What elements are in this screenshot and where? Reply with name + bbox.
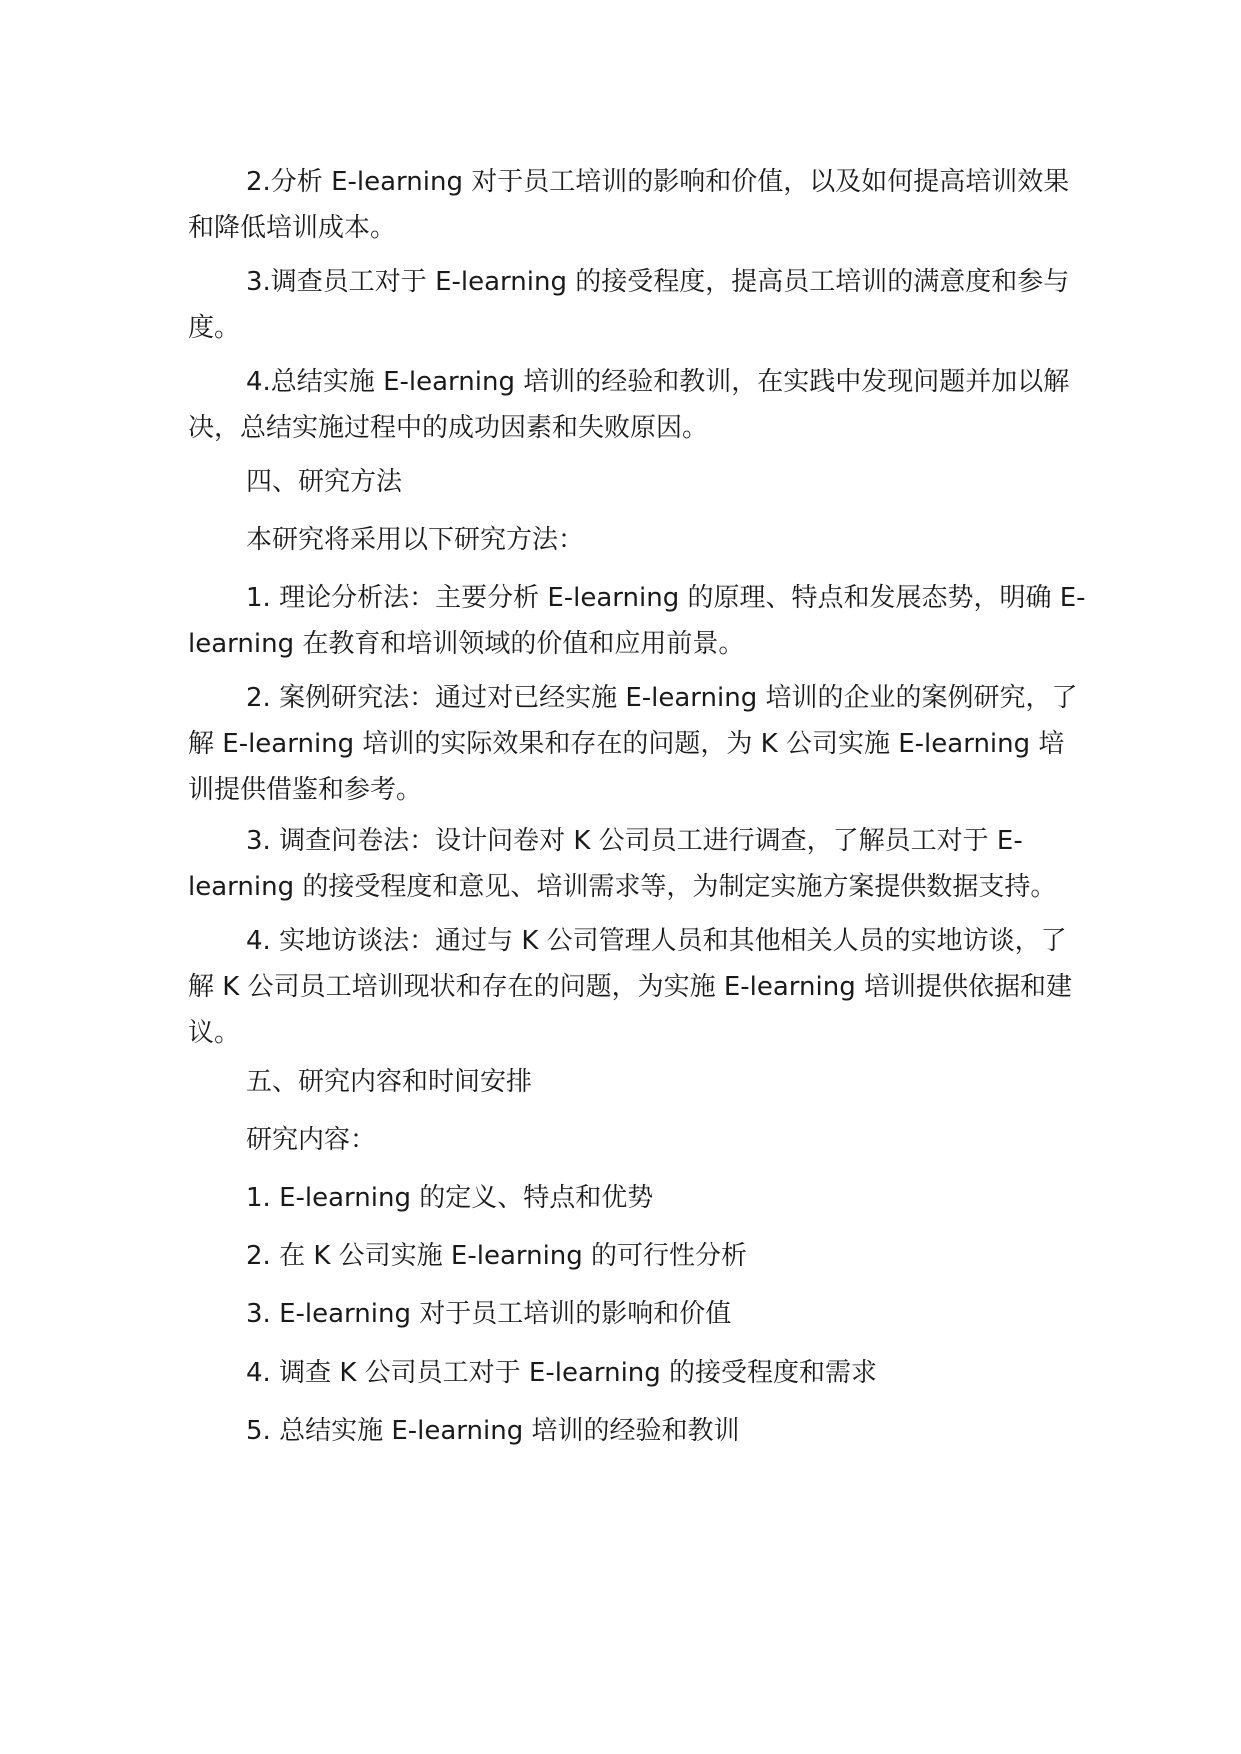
paragraph-method-1: 1. 理论分析法：主要分析 E-learning 的原理、特点和发展态势，明确 E-learning 在教育和培训领域的价值和应用前景。	[188, 583, 1086, 659]
section-heading-research-methods: 四、研究方法	[246, 467, 403, 497]
paragraph-goal-3: 3.调查员工对于 E-learning 的接受程度，提高员工培训的满意度和参与度。	[188, 267, 1070, 343]
paragraph-method-3: 3. 调查问卷法：设计问卷对 K 公司员工进行调查，了解员工对于 E-learning 的接受程度和意见、培训需求等，为制定实施方案提供数据支持。	[188, 826, 1057, 902]
paragraph-goal-4: 4.总结实施 E-learning 培训的经验和教训，在实践中发现问题并加以解决，总结实施过程中的成功因素和失败原因。	[188, 367, 1070, 443]
paragraph-methods-intro: 本研究将采用以下研究方法：	[246, 525, 585, 555]
list-item-content-4: 4. 调查 K 公司员工对于 E-learning 的接受程度和需求	[246, 1358, 878, 1388]
paragraph-content-intro: 研究内容：	[246, 1125, 377, 1155]
list-item-content-5: 5. 总结实施 E-learning 培训的经验和教训	[246, 1416, 740, 1446]
paragraph-goal-2: 2.分析 E-learning 对于员工培训的影响和价值，以及如何提高培训效果和降低培训成本。	[188, 167, 1070, 243]
section-heading-content-schedule: 五、研究内容和时间安排	[246, 1067, 533, 1097]
paragraph-method-4: 4. 实地访谈法：通过与 K 公司管理人员和其他相关人员的实地访谈，了解 K 公司员工培训现状和存在的问题，为实施 E-learning 培训提供依据和建议。	[188, 926, 1072, 1048]
list-item-content-3: 3. E-learning 对于员工培训的影响和价值	[246, 1299, 732, 1329]
paragraph-method-2: 2. 案例研究法：通过对已经实施 E-learning 培训的企业的案例研究，了解 E-learning 培训的实际效果和存在的问题，为 K 公司实施 E-learning 培训提供借鉴和参考。	[188, 683, 1078, 805]
list-item-content-2: 2. 在 K 公司实施 E-learning 的可行性分析	[246, 1241, 748, 1271]
list-item-content-1: 1. E-learning 的定义、特点和优势	[246, 1183, 654, 1213]
